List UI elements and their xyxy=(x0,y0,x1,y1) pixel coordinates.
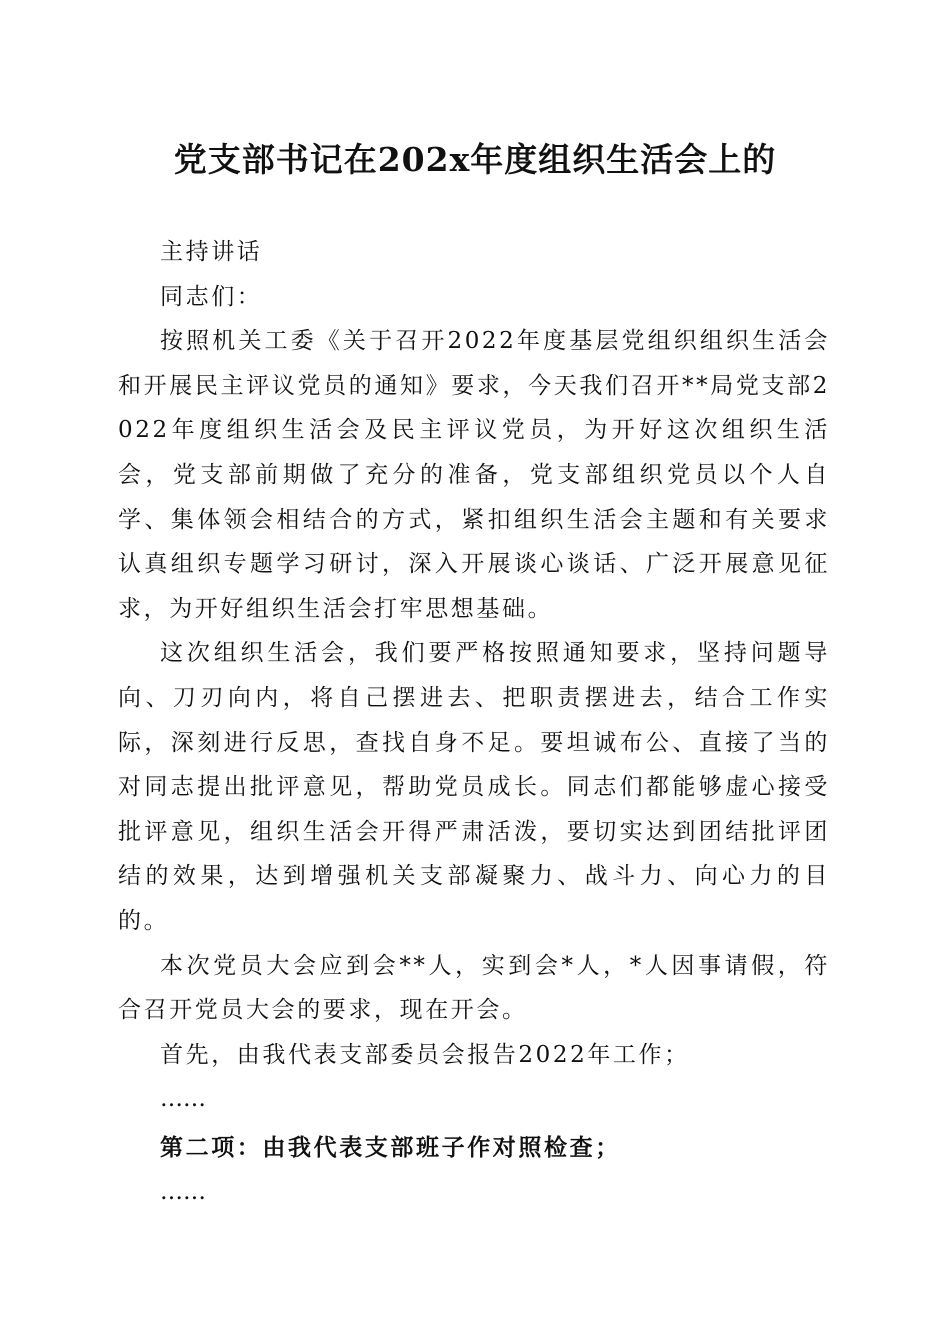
document-body xyxy=(118,230,830,1215)
body-paragraph-2: 这次组织生活会，我们要严格按照通知要求，坚持问题导向、刀刃向内，将自己摆进去、把职责摆进去，结合工作实际，深刻进行反思，查找自身不足。要坦诚布公、直接了当的对同志提出批评意见，帮助党员成长。同志们都能够虚心接受批评意见，组织生活会开得严肃活泼，要切实达到团结批评团结的效果，达到增强机关支部凝聚力、战斗力、向心力的目的。 xyxy=(118,640,830,934)
body-paragraph-1: 按照机关工委《关于召开2022年度基层党组织组织生活会和开展民主评议党员的通知》要求，今天我们召开**局党支部2022年度组织生活会及民主评议党员，为开好这次组织生活会，党支部前期做了充分的准备，党支部组织党员以个人自学、集体领会相结合的方式，紧扣组织生活会主题和有关要求认真组织专题学习研讨，深入开展谈心谈话、广泛开展意见征求，为开好组织生活会打牢思想基础。 xyxy=(118,328,830,622)
ellipsis-1: …… xyxy=(160,1086,206,1113)
subtitle-paragraph: 主持讲话 xyxy=(160,239,263,265)
ellipsis-2: …… xyxy=(160,1179,206,1206)
salutation-paragraph: 同志们： xyxy=(160,283,263,310)
agenda-item-2: 第二项：由我代表支部班子作对照检查； xyxy=(160,1133,621,1161)
agenda-item-1: 首先，由我代表支部委员会报告2022年工作； xyxy=(160,1041,690,1068)
body-paragraph-3: 本次党员大会应到会**人，实到会*人，*人因事请假，符合召开党员大会的要求，现在开会。 xyxy=(118,952,830,1024)
document-title: 党支部书记在202x年度组织生活会上的 xyxy=(173,140,777,179)
